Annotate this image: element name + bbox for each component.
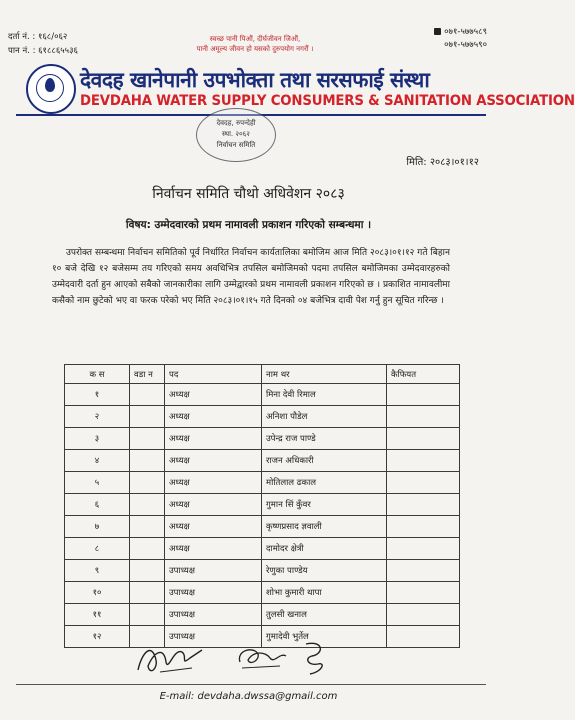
organization-name-english: DEVDAHA WATER SUPPLY CONSUMERS & SANITATION ASSOCIATION (80, 93, 575, 109)
cell-remarks (387, 384, 460, 406)
motto (150, 34, 360, 54)
table-row (65, 516, 460, 538)
water-drop-icon (45, 78, 55, 92)
motto-line-2: पानी अमूल्य जीवन हो यसको दुरुपयोग नगरौं । (196, 45, 314, 53)
cell-remarks (387, 516, 460, 538)
cell-serial: ८ (65, 538, 130, 560)
subject-line: विषय: उम्मेदवारको प्रथम नामावली प्रकाशन गरिएको सम्बन्धमा । (125, 219, 372, 231)
cell-remarks (387, 450, 460, 472)
cell-ward (130, 538, 165, 560)
meeting-title: निर्वाचन समिति चौथो अधिवेशन २०८३ (152, 186, 345, 202)
organization-logo (26, 64, 76, 114)
cell-remarks (387, 406, 460, 428)
cell-serial: ५ (65, 472, 130, 494)
cell-remarks (387, 560, 460, 582)
cell-serial: १ (65, 384, 130, 406)
cell-ward (130, 450, 165, 472)
signature-2 (232, 632, 292, 682)
cell-post: अध्यक्ष (165, 406, 262, 428)
cell-post: उपाध्यक्ष (165, 626, 262, 648)
cell-serial: १२ (65, 626, 130, 648)
motto-line-1: स्वच्छ पानी पिऔं, दीर्घजीवन जिऔं, (209, 35, 301, 43)
phone-number-2: ०७१-५७७५९० (444, 40, 487, 50)
cell-name: गुमान सिं कुँवर (262, 494, 387, 516)
document-date: मिति: २०८३।०१।१२ (406, 157, 479, 168)
registration-number: दर्ता नं. : १६८/०६२ (8, 32, 68, 42)
cell-remarks (387, 428, 460, 450)
stamp-line-3: निर्वाचन समिति (216, 141, 256, 149)
cell-name: रेणुका पाण्डेय (262, 560, 387, 582)
col-header-serial: क स (65, 365, 130, 384)
phone-icon (434, 28, 441, 35)
cell-name: दामोदर क्षेत्री (262, 538, 387, 560)
cell-serial: ४ (65, 450, 130, 472)
table-header-row (65, 365, 460, 384)
cell-ward (130, 604, 165, 626)
table-row (65, 604, 460, 626)
cell-name: कृष्णप्रसाद ज्ञवाली (262, 516, 387, 538)
cell-remarks (387, 538, 460, 560)
cell-ward (130, 428, 165, 450)
cell-ward (130, 516, 165, 538)
cell-remarks (387, 494, 460, 516)
cell-post: उपाध्यक्ष (165, 560, 262, 582)
cell-post: उपाध्यक्ष (165, 604, 262, 626)
stamp-line-2: स्था. २०६२ (222, 130, 250, 138)
col-header-post: पद (165, 365, 262, 384)
cell-post: अध्यक्ष (165, 472, 262, 494)
table-row (65, 472, 460, 494)
notice-body-text: उपरोक्त सम्बन्धमा निर्वाचन समितिको पूर्व निर्धारित निर्वाचन कार्यतालिका बमोजिम आज मिति २०८३।०१।१२ गते बिहान १० बजे देखि १२ बजेसम्म तय गरिएको समय अवधिभित्र तपसिल बमोजिमको पदमा तपसिल बमोजिमका उम्मेदवारहरुको उम्मेदवारी दर्ता हुन आएको सबैको जानकारीका लागि उम्मेद्वारको प्रथम नामावली प्रकाशन गरिएको छ । प्रकाशित नामावलीमा कसैको नाम छुटेको भए वा फरक परेको भए मिति २०८३।०१।१५ गते दिनको ०४ बजेभित्र दावी पेश गर्नु हुन सूचित गरिन्छ । (52, 248, 450, 306)
cell-serial: १० (65, 582, 130, 604)
cell-serial: २ (65, 406, 130, 428)
cell-ward (130, 582, 165, 604)
organization-name-nepali: देवदह खानेपानी उपभोक्ता तथा सरसफाई संस्था (80, 68, 430, 92)
table-row (65, 450, 460, 472)
cell-ward (130, 384, 165, 406)
table-row (65, 384, 460, 406)
cell-post: उपाध्यक्ष (165, 582, 262, 604)
table-row (65, 560, 460, 582)
phone-number-1: ०७१-५७७५८९ (444, 27, 487, 37)
cell-name: गुमादेवी भुर्तेल (262, 626, 387, 648)
cell-post: अध्यक्ष (165, 384, 262, 406)
cell-name: तुलसी खनाल (262, 604, 387, 626)
cell-remarks (387, 582, 460, 604)
cell-name: राजन अधिकारी (262, 450, 387, 472)
table-row (65, 406, 460, 428)
cell-serial: ७ (65, 516, 130, 538)
official-stamp (196, 108, 276, 162)
cell-name: मोतिलाल ढकाल (262, 472, 387, 494)
cell-remarks (387, 626, 460, 648)
cell-ward (130, 406, 165, 428)
cell-post: अध्यक्ष (165, 494, 262, 516)
cell-name: मिना देवी रिमाल (262, 384, 387, 406)
cell-post: अध्यक्ष (165, 516, 262, 538)
cell-ward (130, 560, 165, 582)
phone-numbers (434, 26, 487, 52)
table-row (65, 428, 460, 450)
cell-ward (130, 494, 165, 516)
cell-remarks (387, 472, 460, 494)
cell-post: अध्यक्ष (165, 538, 262, 560)
footer-divider (16, 684, 486, 685)
cell-name: अनिशा पौडेल (262, 406, 387, 428)
cell-serial: ३ (65, 428, 130, 450)
cell-name: शोभा कुमारी थापा (262, 582, 387, 604)
footer-email: E-mail: devdaha.dwssa@gmail.com (159, 691, 338, 702)
cell-serial: ९ (65, 560, 130, 582)
registration-info (8, 30, 78, 58)
col-header-name: नाम थर (262, 365, 387, 384)
cell-serial: ११ (65, 604, 130, 626)
table-row (65, 538, 460, 560)
pan-number: पान नं. : ६१८८६५५३६ (8, 46, 78, 56)
cell-remarks (387, 604, 460, 626)
stamp-line-1: देवदह, रुपन्देही (216, 119, 256, 127)
cell-post: अध्यक्ष (165, 428, 262, 450)
signature-1 (130, 632, 210, 682)
signature-3 (300, 632, 330, 682)
notice-body (52, 245, 450, 309)
cell-serial: ६ (65, 494, 130, 516)
table-row (65, 494, 460, 516)
cell-name: उपेन्द्र राज पाण्डे (262, 428, 387, 450)
cell-ward (130, 472, 165, 494)
table-row (65, 582, 460, 604)
col-header-ward: वडा न (130, 365, 165, 384)
col-header-remarks: कैफियत (387, 365, 460, 384)
candidate-table (64, 364, 460, 648)
cell-post: अध्यक्ष (165, 450, 262, 472)
